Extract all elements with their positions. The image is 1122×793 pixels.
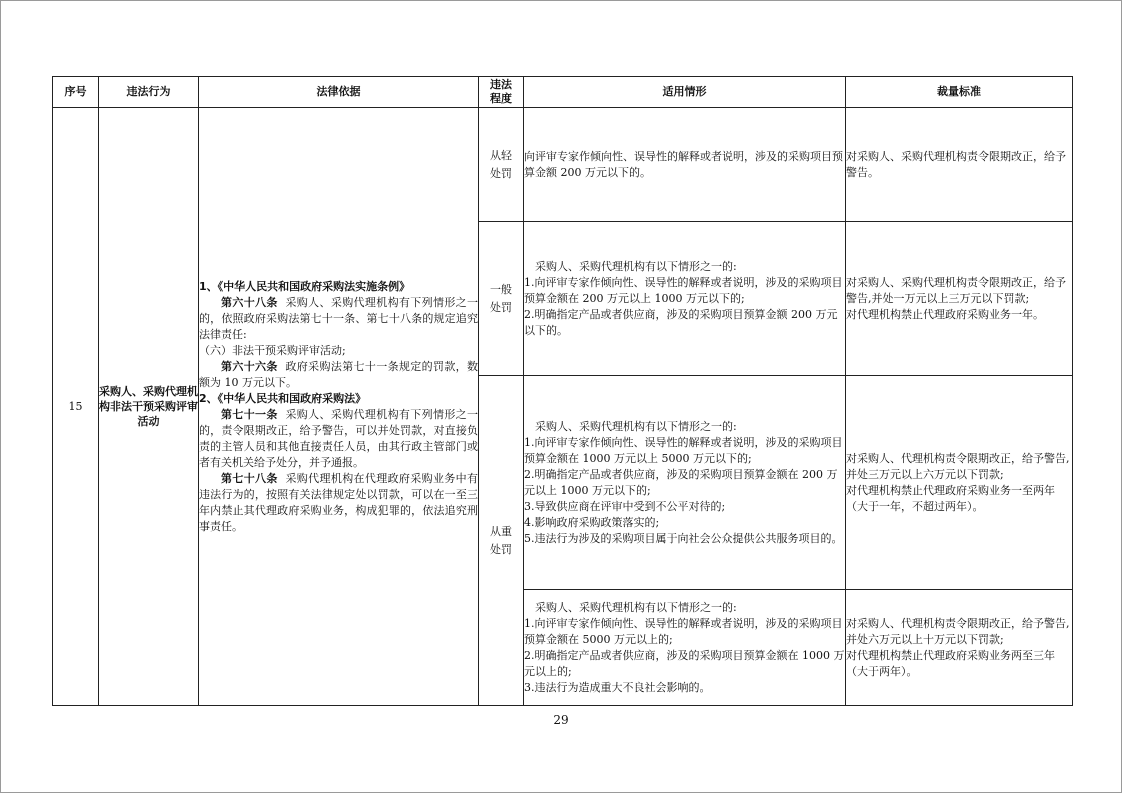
standard-general-line: 对代理机构禁止代理政府采购业务一年。 bbox=[846, 307, 1044, 321]
degree-cell-light bbox=[479, 108, 524, 222]
penalty-table bbox=[52, 76, 1073, 706]
situation-heavy-line: 采购人、采购代理机构有以下情形之一的: bbox=[535, 419, 737, 433]
degree-general: 一般处罚 bbox=[490, 282, 512, 314]
situation-severe-line: 3.违法行为造成重大不良社会影响的。 bbox=[524, 680, 711, 694]
header-act: 违法行为 bbox=[99, 77, 199, 108]
header-seq: 序号 bbox=[53, 77, 99, 108]
law-article-78: 第七十八条 采购代理机构在代理政府采购业务中有违法行为的，按照有关法律规定处以罚款，可以在一至三年内禁止其代理政府采购业务，构成犯罪的，依法追究刑事责任。 bbox=[199, 471, 479, 533]
situation-cell-general bbox=[524, 222, 846, 376]
situation-general-line: 采购人、采购代理机构有以下情形之一的: bbox=[535, 259, 737, 273]
header-situation: 适用情形 bbox=[524, 77, 846, 108]
situation-cell-severe bbox=[524, 590, 846, 706]
standard-cell-light bbox=[846, 108, 1073, 222]
situation-severe-line: 1.向评审专家作倾向性、误导性的解释或者说明，涉及的采购项目预算金额在 5000 万元以上的; bbox=[524, 616, 843, 646]
header-standard: 裁量标准 bbox=[846, 77, 1073, 108]
standard-cell-severe bbox=[846, 590, 1073, 706]
situation-general-line: 2.明确指定产品或者供应商，涉及的采购项目预算金额 200 万元以下的。 bbox=[524, 307, 838, 337]
standard-heavy-line: 对采购人、代理机构责令限期改正，给予警告,并处三万元以上六万元以下罚款; bbox=[846, 451, 1070, 481]
situation-general-line: 1.向评审专家作倾向性、误导性的解释或者说明，涉及的采购项目预算金额在 200 万元以上 1000 万元以下的; bbox=[524, 275, 843, 305]
page-number: 29 bbox=[553, 713, 569, 727]
standard-cell-heavy bbox=[846, 376, 1073, 590]
degree-cell-general bbox=[479, 222, 524, 376]
violation-text: 采购人、采购代理机构非法干预采购评审活动 bbox=[99, 385, 198, 428]
seq-number: 15 bbox=[68, 399, 83, 413]
degree-heavy: 从重处罚 bbox=[490, 524, 512, 556]
law-article-66: 第六十六条 政府采购法第七十一条规定的罚款，数额为 10 万元以下。 bbox=[199, 359, 479, 389]
law-heading-1: 1、《中华人民共和国政府采购法实施条例》 bbox=[199, 279, 411, 293]
situation-severe-line: 2.明确指定产品或者供应商，涉及的采购项目预算金额在 1000 万元以上的; bbox=[524, 648, 845, 678]
violation-cell bbox=[99, 108, 199, 706]
situation-heavy-line: 2.明确指定产品或者供应商，涉及的采购项目预算金额在 200 万元以上 1000 万元以下的; bbox=[524, 467, 838, 497]
standard-severe-line: 对采购人、代理机构责令限期改正，给予警告,并处六万元以上十万元以下罚款; bbox=[846, 616, 1070, 646]
situation-severe-line: 采购人、采购代理机构有以下情形之一的: bbox=[535, 600, 737, 614]
situation-light-line: 向评审专家作倾向性、误导性的解释或者说明，涉及的采购项目预算金额 200 万元以下的。 bbox=[524, 149, 843, 179]
degree-light: 从轻处罚 bbox=[490, 148, 512, 180]
situation-cell-light bbox=[524, 108, 846, 222]
law-article-68: 第六十八条 采购人、采购代理机构有下列情形之一的，依照政府采购法第七十一条、第七十八条的规定追究法律责任: bbox=[199, 295, 479, 341]
standard-general-line: 对采购人、采购代理机构责令限期改正，给予警告,并处一万元以上三万元以下罚款; bbox=[846, 275, 1066, 305]
situation-cell-heavy bbox=[524, 376, 846, 590]
situation-heavy-line: 4.影响政府采购政策落实的; bbox=[524, 515, 660, 529]
legal-basis-cell bbox=[199, 108, 479, 706]
table-row bbox=[53, 108, 1073, 222]
law-item-6: （六）非法干预采购评审活动; bbox=[199, 343, 346, 357]
header-law: 法律依据 bbox=[199, 77, 479, 108]
situation-heavy-line: 3.导致供应商在评审中受到不公平对待的; bbox=[524, 499, 726, 513]
situation-heavy-line: 1.向评审专家作倾向性、误导性的解释或者说明，涉及的采购项目预算金额在 1000 万元以上 5000 万元以下的; bbox=[524, 435, 843, 465]
header-degree-text: 违法程度 bbox=[490, 78, 512, 105]
seq-cell bbox=[53, 108, 99, 706]
law-heading-2: 2、《中华人民共和国政府采购法》 bbox=[199, 391, 367, 405]
degree-cell-heavy bbox=[479, 376, 524, 706]
law-article-71: 第七十一条 采购人、采购代理机构有下列情形之一的，责令限期改正，给予警告，可以并处罚款，对直接负责的主管人员和其他直接责任人员，由其行政主管部门或者有关机关给予处分，并予通报。 bbox=[199, 407, 479, 469]
standard-severe-line: 对代理机构禁止代理政府采购业务两至三年（大于两年）。 bbox=[846, 648, 1055, 678]
standard-cell-general bbox=[846, 222, 1073, 376]
table-header-row bbox=[53, 77, 1073, 108]
standard-heavy-line: 对代理机构禁止代理政府采购业务一至两年（大于一年，不超过两年）。 bbox=[846, 483, 1055, 513]
header-degree bbox=[479, 77, 524, 108]
situation-heavy-line: 5.违法行为涉及的采购项目属于向社会公众提供公共服务项目的。 bbox=[524, 531, 843, 545]
standard-light-line: 对采购人、采购代理机构责令限期改正，给予警告。 bbox=[846, 149, 1066, 179]
